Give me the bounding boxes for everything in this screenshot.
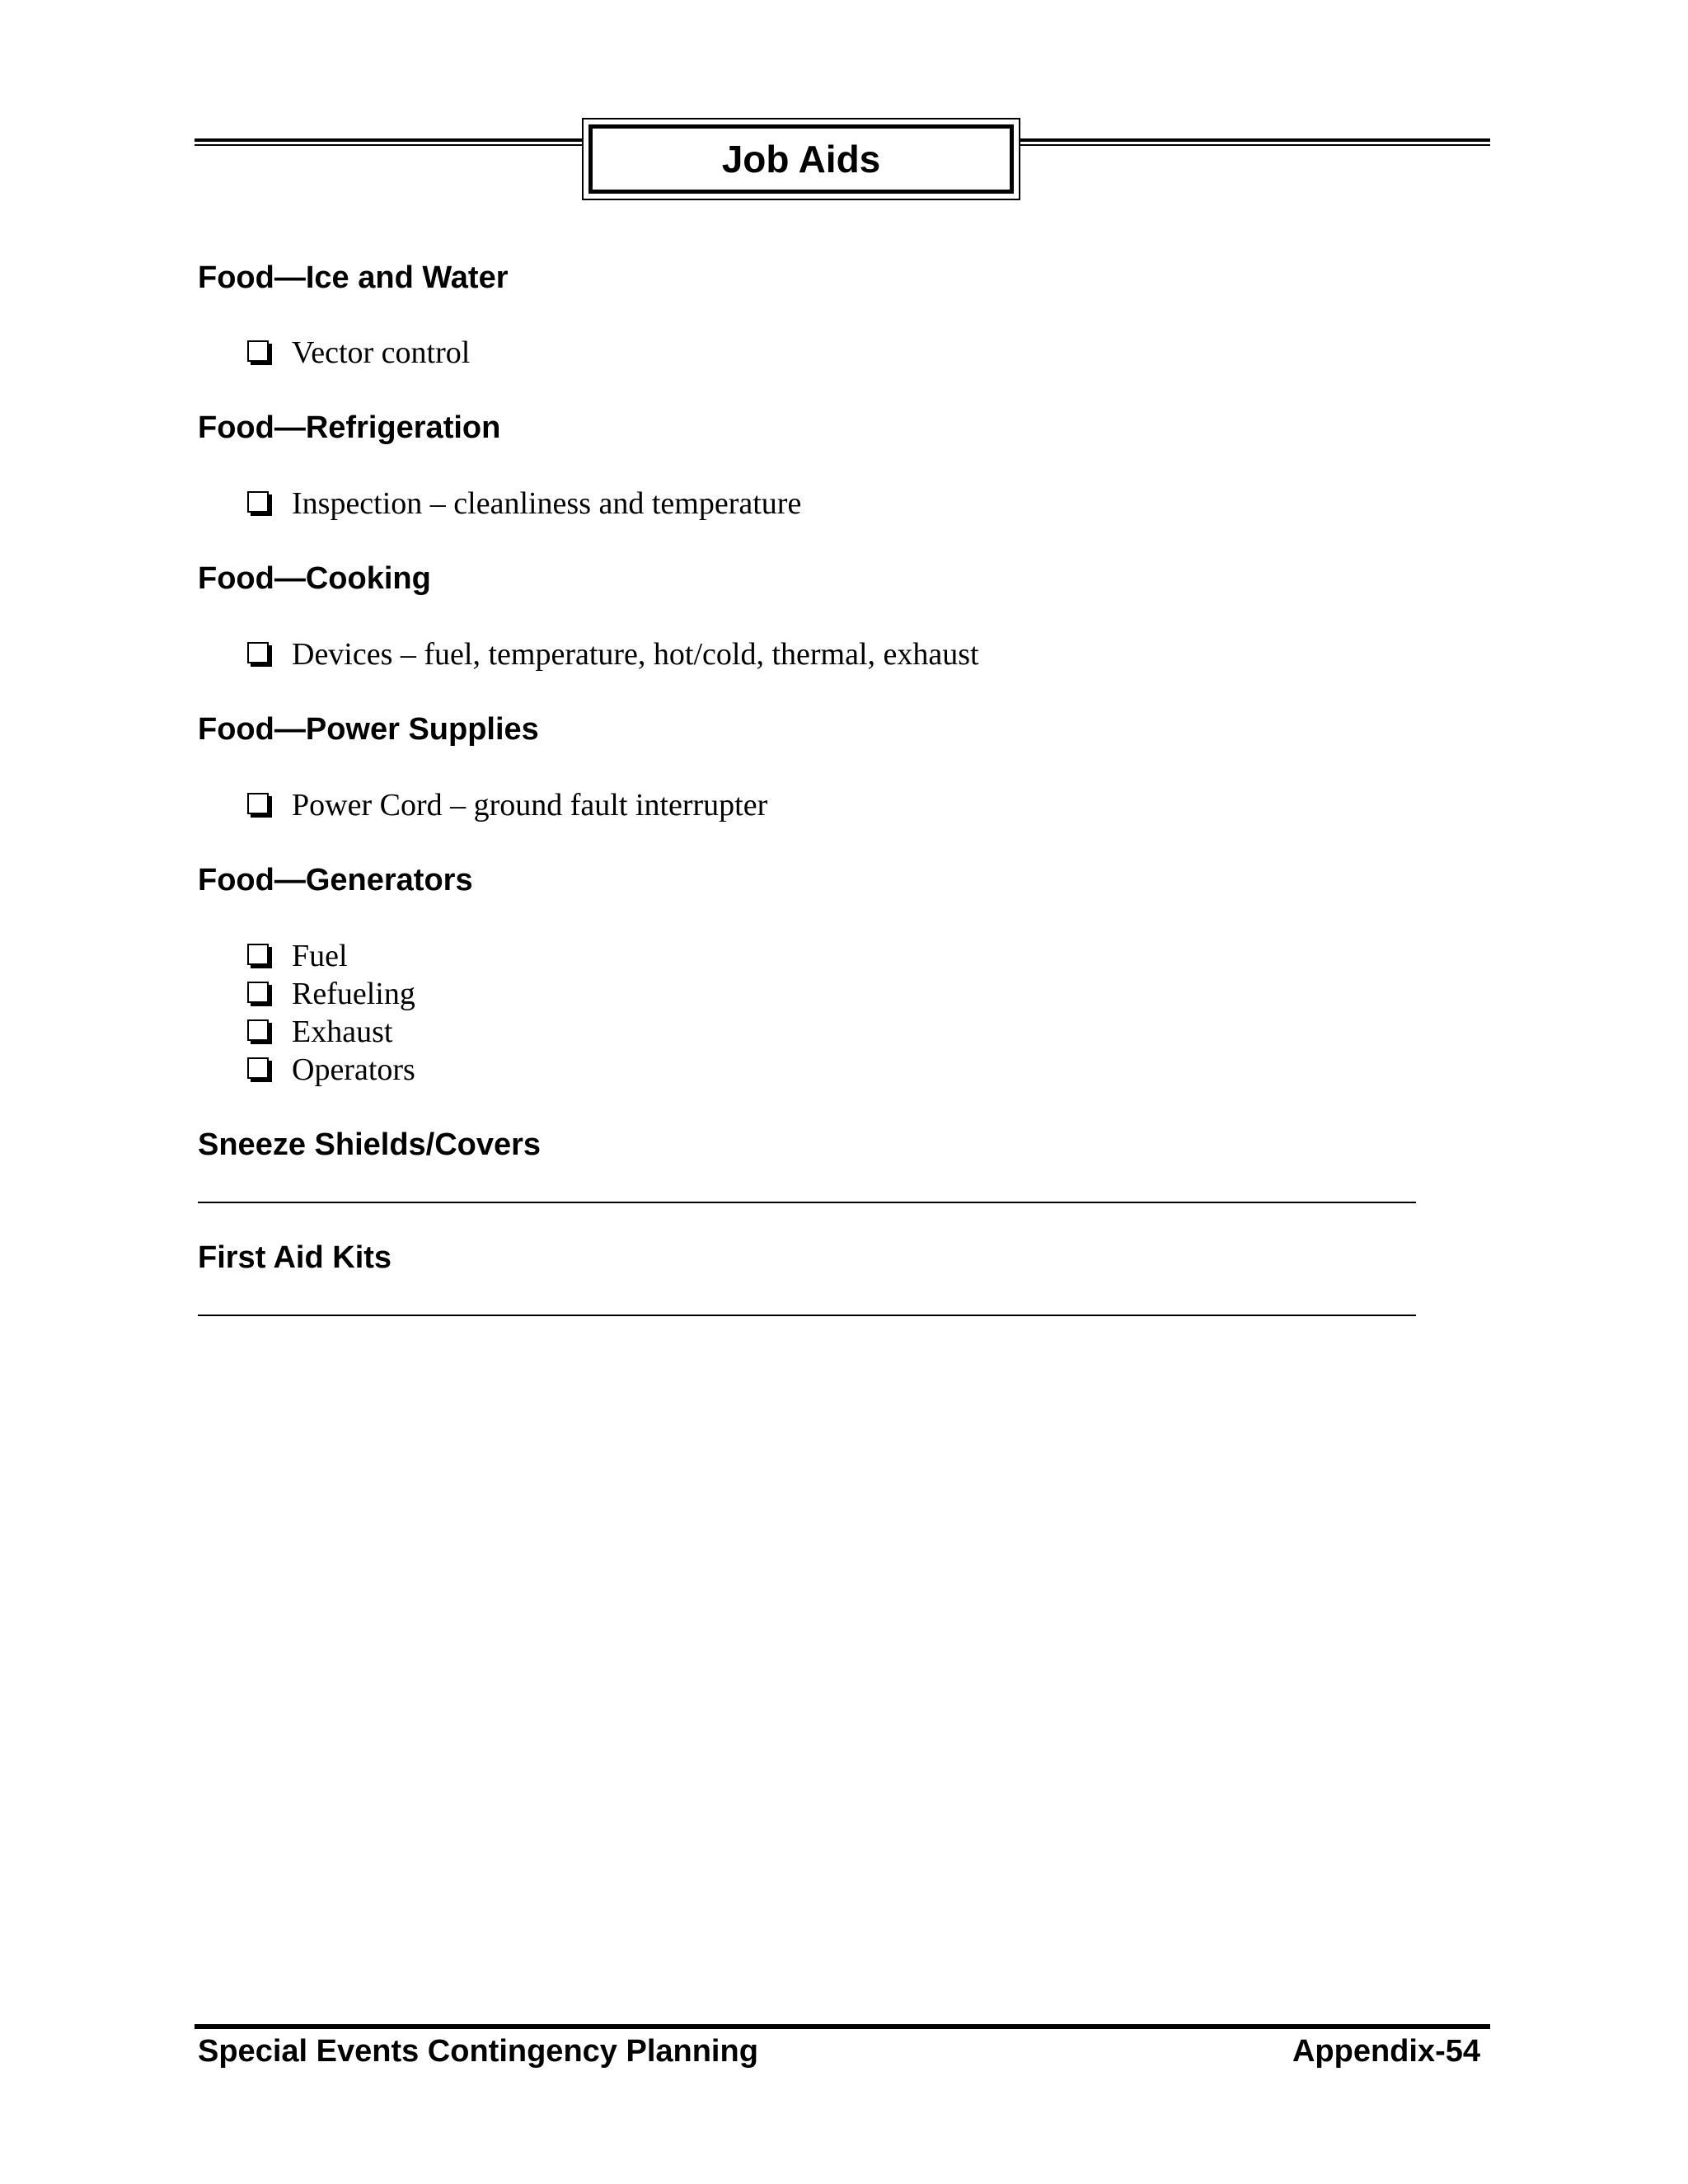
checkbox-icon[interactable] <box>247 1019 269 1041</box>
footer-page-number: Appendix-54 <box>1292 2034 1480 2069</box>
section-heading-refrigeration: Food—Refrigeration <box>198 410 501 445</box>
checklist-item-label: Inspection – cleanliness and temperature <box>292 486 802 521</box>
header-rule-right <box>1020 138 1490 146</box>
checklist-item-label: Devices – fuel, temperature, hot/cold, thermal, exhaust <box>292 637 979 672</box>
header-rule-left <box>195 138 582 146</box>
checkbox-icon[interactable] <box>247 642 269 663</box>
checkbox-icon[interactable] <box>247 1057 269 1079</box>
checkbox-icon[interactable] <box>247 340 269 362</box>
checklist-item-label: Vector control <box>292 335 471 370</box>
section-heading-sneeze-shields: Sneeze Shields/Covers <box>198 1127 542 1162</box>
checklist-item[interactable] <box>247 1013 392 1051</box>
write-in-line[interactable] <box>198 1315 1416 1316</box>
checklist-item-label: Operators <box>292 1052 415 1087</box>
section-heading-cooking: Food—Cooking <box>198 561 431 596</box>
checklist-item[interactable] <box>247 635 979 673</box>
checkbox-icon[interactable] <box>247 793 269 814</box>
section-heading-power-supplies: Food—Power Supplies <box>198 712 539 747</box>
checklist-item-label: Refueling <box>292 977 415 1011</box>
footer-document-title: Special Events Contingency Planning <box>198 2034 758 2069</box>
checklist-item-label: Power Cord – ground fault interrupter <box>292 788 768 823</box>
checkbox-icon[interactable] <box>247 944 269 965</box>
section-heading-first-aid: First Aid Kits <box>198 1240 392 1275</box>
checkbox-icon[interactable] <box>247 491 269 513</box>
checklist-item[interactable] <box>247 937 348 975</box>
checklist-item[interactable] <box>247 485 801 523</box>
checklist-item[interactable] <box>247 334 470 372</box>
section-heading-ice-water: Food—Ice and Water <box>198 260 509 295</box>
write-in-line[interactable] <box>198 1202 1416 1203</box>
checklist-item-label: Fuel <box>292 939 348 973</box>
checkbox-icon[interactable] <box>247 982 269 1003</box>
checklist-item-label: Exhaust <box>292 1015 393 1049</box>
checklist-item[interactable] <box>247 786 767 824</box>
section-heading-generators: Food—Generators <box>198 863 473 898</box>
header-title-box <box>582 118 1020 200</box>
checklist-item[interactable] <box>247 975 415 1013</box>
checklist-item[interactable] <box>247 1051 415 1089</box>
footer-rule <box>195 2024 1490 2029</box>
page-title: Job Aids <box>588 124 1014 194</box>
